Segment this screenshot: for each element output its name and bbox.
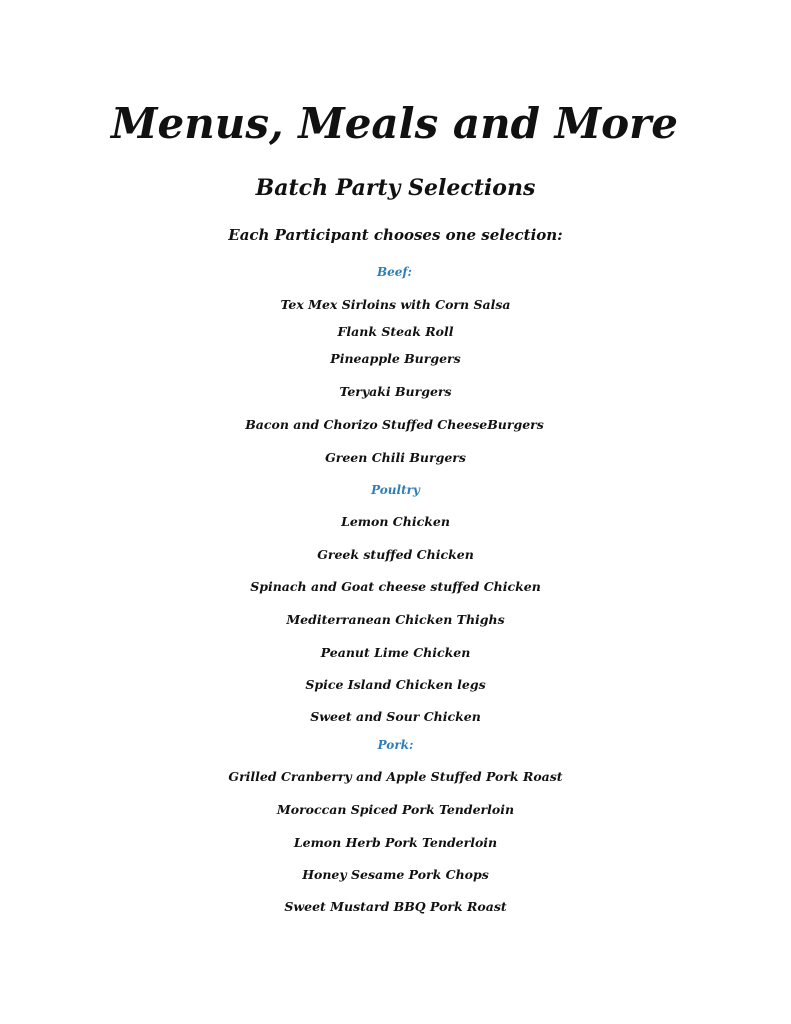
menu-item: Teryaki Burgers [339, 384, 452, 399]
page-subtitle: Batch Party Selections [255, 175, 536, 201]
menu-item: Grilled Cranberry and Apple Stuffed Pork Roast [228, 769, 563, 784]
menu-item: Greek stuffed Chicken [317, 547, 474, 562]
instruction-text: Each Participant chooses one selection: [228, 226, 563, 244]
menu-item: Mediterranean Chicken Thighs [286, 612, 505, 627]
menu-item: Spinach and Goat cheese stuffed Chicken [250, 579, 541, 594]
category-heading-beef: Beef: [376, 265, 412, 279]
menu-item: Peanut Lime Chicken [320, 645, 471, 660]
menu-item: Sweet Mustard BBQ Pork Roast [284, 899, 507, 914]
menu-item: Sweet and Sour Chicken [310, 709, 481, 724]
category-heading-pork: Pork: [377, 738, 414, 752]
menu-item: Honey Sesame Pork Chops [302, 867, 489, 882]
menu-item: Tex Mex Sirloins with Corn Salsa [280, 297, 511, 312]
menu-item: Bacon and Chorizo Stuffed CheeseBurgers [245, 417, 544, 432]
menu-item: Moroccan Spiced Pork Tenderloin [276, 802, 515, 817]
menu-item: Lemon Chicken [341, 514, 450, 529]
menu-item: Green Chili Burgers [325, 450, 466, 465]
category-heading-poultry: Poultry [371, 483, 420, 497]
menu-item: Flank Steak Roll [337, 324, 454, 339]
menu-item: Pineapple Burgers [330, 351, 461, 366]
page-title: Menus, Meals and More [111, 99, 678, 148]
menu-item: Spice Island Chicken legs [305, 677, 486, 692]
menu-item: Lemon Herb Pork Tenderloin [293, 835, 498, 850]
